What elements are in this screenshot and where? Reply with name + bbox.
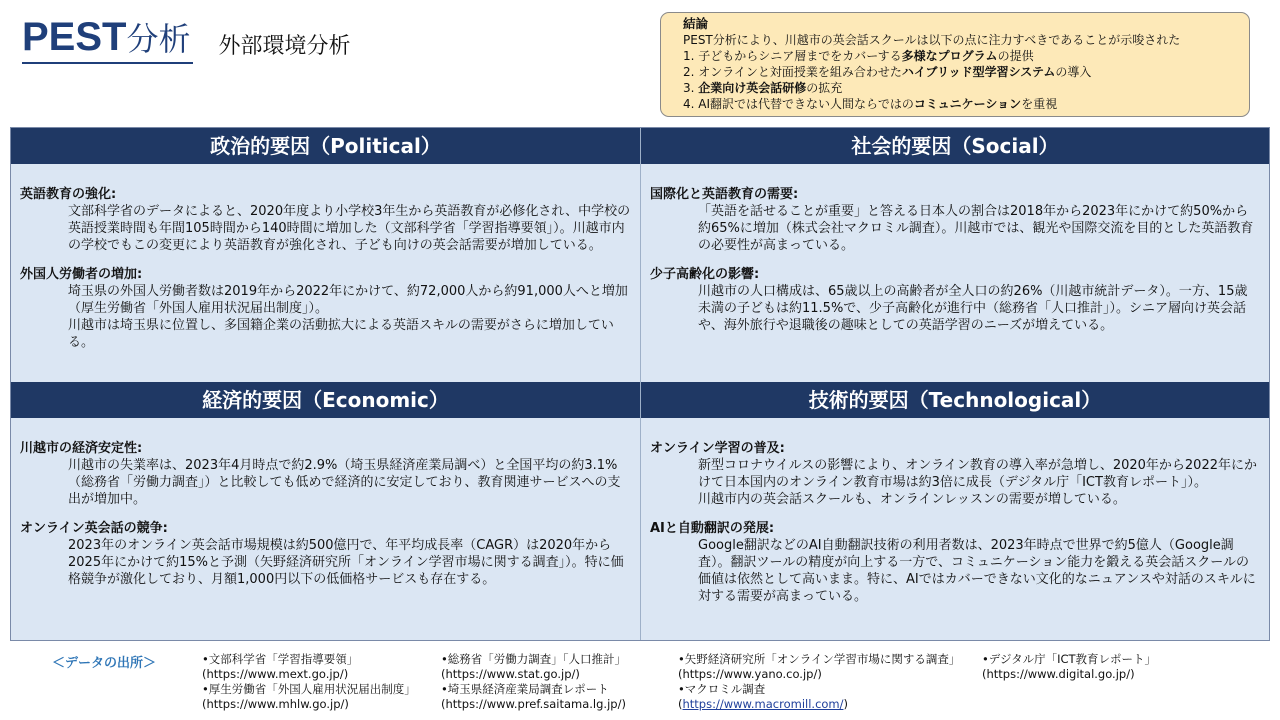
item-text: 川越市の失業率は、2023年4月時点で約2.9%（埼玉県経済産業局調べ）と全国平均の約3.1%（総務省「労働力調査」）と比較しても低めで経済的に安定しており、教育関連サービスへの支出が増加中。 — [68, 458, 621, 507]
item-text: 川越市の人口構成は、65歳以上の高齢者が全人口の約26%（川越市統計データ）。一方、15歳未満の子どもは約11.5%で、少子高齢化が進行中（総務省「人口推計」）。シニア層向け英会話や、海外旅行や退職後の趣味としての英語学習のニーズが増えている。 — [698, 284, 1248, 333]
item-heading: AIと自動翻訳の発展: — [650, 521, 775, 536]
conclusion-box — [660, 12, 1250, 117]
title-latin: PEST — [22, 15, 127, 59]
source-line: •文部科学省「学習指導要領」 — [202, 652, 359, 666]
item-text: 文部科学省のデータによると、2020年度より小学校3年生から英語教育が必修化され、中学校の英語授業時間も年間105時間から140時間に増加した（文部科学省「学習指導要領」）。川越市内の学校でもこの変更により英語教育が強化され、子ども向けの英会話需要が増加している。 — [68, 204, 631, 253]
item-text: 埼玉県の外国人労働者数は2019年から2022年にかけて、約72,000人から約91,000人へと増加（厚生労働省「外国人雇用状況届出制度」）。 — [68, 284, 628, 316]
conclusion-point — [683, 96, 1239, 112]
point-text: の提供 — [997, 49, 1034, 63]
point-text: 4. AI翻訳では代替できない人間ならではの — [683, 97, 914, 111]
social-body — [641, 164, 1269, 382]
technological-item — [650, 440, 1260, 508]
item-text: 「英語を話せることが重要」と答える日本人の割合は2018年から2023年にかけて約50%から約65%に増加（株式会社マクロミル調査）。川越市では、観光や国際交流を目的とした英語教育の必要性が高まっている。 — [698, 204, 1254, 253]
conclusion-point — [683, 64, 1239, 80]
sources-column — [202, 652, 416, 712]
link-paren: ) — [843, 697, 848, 711]
sources-column — [982, 652, 1156, 682]
technological-header: 技術的要因（Technological） — [641, 382, 1269, 418]
item-heading: 国際化と英語教育の需要: — [650, 187, 799, 202]
macromill-link[interactable]: https://www.macromill.com/ — [682, 697, 844, 711]
social-header: 社会的要因（Social） — [641, 128, 1269, 164]
item-heading: オンライン学習の普及: — [650, 441, 785, 456]
item-heading: 少子高齢化の影響: — [650, 267, 760, 282]
source-line: •厚生労働省「外国人雇用状況届出制度」 — [202, 682, 416, 696]
page-title-block — [22, 12, 351, 64]
source-line: •デジタル庁「ICT教育レポート」 — [982, 652, 1157, 666]
economic-header: 経済的要因（Economic） — [11, 382, 640, 418]
point-emphasis: ハイブリッド型学習システム — [901, 65, 1056, 79]
political-item — [20, 266, 631, 351]
economic-item — [20, 440, 631, 508]
source-line: •埼玉県経済産業局調査レポート — [441, 682, 609, 696]
source-line: (https://www.digital.go.jp/) — [982, 667, 1135, 681]
conclusion-heading: 結論 — [683, 16, 709, 31]
link-paren: ( — [678, 697, 683, 711]
economic-item — [20, 520, 631, 588]
technological-item — [650, 520, 1260, 605]
title-jp: 分析 — [126, 20, 191, 58]
sources-column — [678, 652, 960, 712]
economic-body — [11, 418, 640, 640]
political-item — [20, 186, 631, 254]
item-heading: 外国人労働者の増加: — [20, 267, 143, 282]
source-line: (https://www.stat.go.jp/) — [441, 667, 580, 681]
point-text: の導入 — [1055, 65, 1092, 79]
page-subtitle: 外部環境分析 — [218, 34, 351, 59]
item-text: 川越市は埼玉県に位置し、多国籍企業の活動拡大による英語スキルの需要がさらに増加している。 — [68, 318, 614, 350]
source-link-line — [678, 697, 960, 712]
item-text: Google翻訳などのAI自動翻訳技術の利用者数は、2023年時点で世界で約5億人（Google調査）。翻訳ツールの精度が向上する一方で、コミュニケーション能力を鍛える英会話スクールの価値は依然として高いまま。特に、AIではカバーできない文化的なニュアンスや対話のスキルに対する需要が高まっている。 — [698, 538, 1256, 604]
source-line: •総務省「労働力調査」「人口推計」 — [441, 652, 627, 666]
sources-column — [441, 652, 626, 712]
source-line: (https://www.pref.saitama.lg.jp/) — [441, 697, 626, 711]
social-item — [650, 186, 1260, 254]
item-text: 新型コロナウイルスの影響により、オンライン教育の導入率が急増し、2020年から2022年にかけて日本国内のオンライン教育市場は約3倍に成長（デジタル庁「ICT教育レポート」）。 — [698, 458, 1257, 490]
technological-body — [641, 418, 1269, 640]
source-line: (https://www.yano.co.jp/) — [678, 667, 822, 681]
item-heading: 川越市の経済安定性: — [20, 441, 143, 456]
source-line: •矢野経済研究所「オンライン学習市場に関する調査」 — [678, 652, 961, 666]
point-text: の拡充 — [806, 81, 843, 95]
point-text: 3. — [683, 81, 699, 95]
point-emphasis: コミュニケーション — [913, 97, 1022, 111]
point-emphasis: 多様なプログラム — [901, 49, 998, 63]
political-header: 政治的要因（Political） — [11, 128, 640, 164]
point-emphasis: 企業向け英会話研修 — [698, 81, 807, 95]
conclusion-intro: PEST分析により、川越市の英会話スクールは以下の点に注力すべきであることが示唆された — [683, 33, 1181, 47]
source-line: (https://www.mext.go.jp/) — [202, 667, 349, 681]
political-body — [11, 164, 640, 382]
item-heading: オンライン英会話の競争: — [20, 521, 168, 536]
pest-grid — [10, 127, 1270, 641]
point-text: 2. オンラインと対面授業を組み合わせた — [683, 65, 902, 79]
page-title — [22, 14, 193, 64]
conclusion-point — [683, 80, 1239, 96]
source-line: •マクロミル調査 — [678, 682, 766, 696]
conclusion-point — [683, 48, 1239, 64]
sources-label: ＜データの出所＞ — [52, 656, 157, 671]
point-text: を重視 — [1021, 97, 1058, 111]
source-line: (https://www.mhlw.go.jp/) — [202, 697, 349, 711]
item-heading: 英語教育の強化: — [20, 187, 117, 202]
social-item — [650, 266, 1260, 334]
item-text: 川越市内の英会話スクールも、オンラインレッスンの需要が増している。 — [698, 492, 1126, 507]
point-text: 1. 子どもからシニア層までをカバーする — [683, 49, 902, 63]
item-text: 2023年のオンライン英会話市場規模は約500億円で、年平均成長率（CAGR）は2020年から2025年にかけて約15%と予測（矢野経済研究所「オンライン学習市場に関する調査」）。特に価格競争が激化しており、月額1,000円以下の低価格サービスも存在する。 — [68, 538, 624, 587]
grid-divider — [640, 128, 641, 640]
sources-footer — [0, 650, 1280, 720]
